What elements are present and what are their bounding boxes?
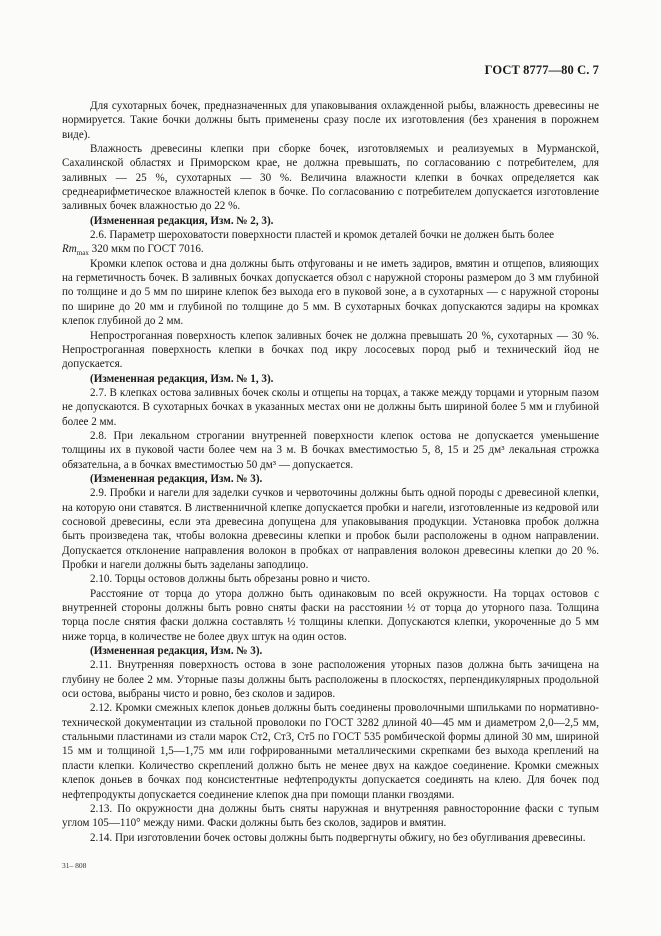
page-footer-code: 31– 808 [62, 861, 87, 870]
paragraph-2-7: 2.7. В клепках остова заливных бочек сколы и отщепы на торцах, а также между торцами и уторным пазом не допускаются. В сухотарных бочках в указанных местах они не должны быть шириной более 5 мм и глубиной более 2 мм. [62, 386, 599, 428]
amendment-note: (Измененная редакция, Изм. № 3). [90, 645, 263, 658]
paragraph-wood-moisture: Влажность древесины клепки при сборке бочек, изготовляемых и реализуемых в Мурманской, Сахалинской областях и Приморском крае, не должна превышать, по согласованию с потребителем, для заливных — 25 %, сухотарных — 30 %. Величина влажности клепки в бочках определяется как среднеарифметическое влажностей клепок в бочке. По согласованию с потребителем допускается изготовление заливных бочек влажностью до 22 %. [62, 143, 599, 213]
paragraph-2-9: 2.9. Пробки и нагели для заделки сучков и червоточины должны быть одной породы с древесиной клепки, на которую они ставятся. В лиственничной клепке допускается пробки и нагели, изготовленные из кедровой или сосновой древесины, если эта древесина допущена для упаковывания продукции. Установка пробок должна быть произведена так, чтобы волокна древесины клепки и пробок были расположены в одном направлении. Допускается отклонение направления волокон в пробках от направления волокон древесины клепки до 20 %. Пробки и нагели должны быть заделаны заподлицо. [62, 487, 599, 571]
document-body [62, 99, 599, 845]
paragraph-dry-barrels-moisture: Для сухотарных бочек, предназначенных для упаковывания охлажденной рыбы, влажность древесины не нормируется. Такие бочки должны быть применены сразу после их изготовления (без хранения в порожнем виде). [62, 100, 599, 141]
roughness-value: 320 мкм по ГОСТ 7016. [91, 243, 204, 256]
amendment-note: (Измененная редакция, Изм. № 1, 3). [90, 372, 274, 385]
rm-symbol: Rm [62, 243, 77, 256]
paragraph-2-6: 2.6. Параметр шероховатости поверхности пластей и кромок деталей бочки не должен быть более [90, 229, 555, 242]
amendment-note: (Измененная редакция, Изм. № 2, 3). [90, 214, 274, 227]
paragraph-2-8: 2.8. При лекальном строгании внутренней поверхности клепок остова не допускается уменьшение толщины их в пуковой части более чем на 3 м. В бочках вместимостью 5, 8, 15 и 25 дм³ лекальная строжка обязательна, а в бочках вместимостью 50 дм³ — допускается. [62, 429, 599, 471]
paragraph-2-14: 2.14. При изготовлении бочек остовы должны быть подвергнуты обжигу, но без обугливания древесины. [90, 831, 586, 844]
paragraph-2-6-continued [62, 242, 599, 256]
paragraph-2-12: 2.12. Кромки смежных клепок доньев должны быть соединены проволочными шпильками по нормативно-технической документации из стальной проволоки по ГОСТ 3282 длиной 40—45 мм и диаметром 2,0—2,5 мм, стальными пластинами из стали марок Ст2, Ст3, Ст5 по ГОСТ 535 ромбической формы длиной 30 мм, шириной 15 мм и толщиной 1,5—1,75 мм или гофрированными металлическими скрепками без выхода креплений на пласти клепки. Количество скреплений должно быть не менее двух на каждое соединение. Кромки смежных клепок доньев в бочках под консистентные нефтепродукты допускается соединять на клею. Для бочек под нефтепродукты допускается соединение клепок дна при помощи планки гвоздями. [62, 702, 599, 801]
paragraph-2-10: 2.10. Торцы остовов должны быть обрезаны ровно и чисто. [90, 573, 371, 586]
amendment-note: (Измененная редакция, Изм. № 3). [90, 472, 263, 485]
paragraph-edges: Кромки клепок остова и дна должны быть отфугованы и не иметь задиров, вмятин и отщепов, влияющих на герметичность бочек. В заливных бочках допускается обзол с наружной стороны размером до 3 мм глубиной по толщине и до 5 мм по ширине клепок без выхода его в пуковой зоне, а в сухотарных — с наружной стороны по ширине до 20 мм и глубиной по толщине до 5 мм. В сухотарных бочках допускаются задиры на кромках клепок глубиной до 2 мм. [62, 257, 599, 328]
page-header: ГОСТ 8777—80 С. 7 [484, 63, 599, 77]
paragraph-2-13: 2.13. По окружности дна должны быть сняты наружная и внутренняя равносторонние фаски с тупым углом 105—110° между ними. Фаски должны быть без сколов, задиров и вмятин. [62, 802, 599, 830]
paragraph-2-11: 2.11. Внутренняя поверхность остова в зоне расположения уторных пазов должна быть зачищена на глубину не более 2 мм. Уторные пазы должны быть расположены в плоскостях, перпендикулярных продольной оси остова, выбраны чисто и ровно, без сколов и задиров. [62, 659, 599, 701]
rm-subscript: max [76, 249, 89, 258]
paragraph-chamfer-distance: Расстояние от торца до утора должно быть одинаковым по всей окружности. На торцах остовов с внутренней стороны должны быть ровно сняты фаски на расстоянии ½ от торца до уторного паза. Толщина торца после снятия фаски должна составлять ½ толщины клепки. Допускаются клепки, укороченные до 5 мм ниже торца, в количестве не более двух штук на один остов. [62, 587, 599, 643]
paragraph-unplaned-surface: Непрострoганная поверхность клепок заливных бочек не должна превышать 20 %, сухотарных — 30 %. Непрострoганная поверхность клепки в бочках под икру лососевых пород рыб и технический йод не допускается. [62, 329, 599, 371]
